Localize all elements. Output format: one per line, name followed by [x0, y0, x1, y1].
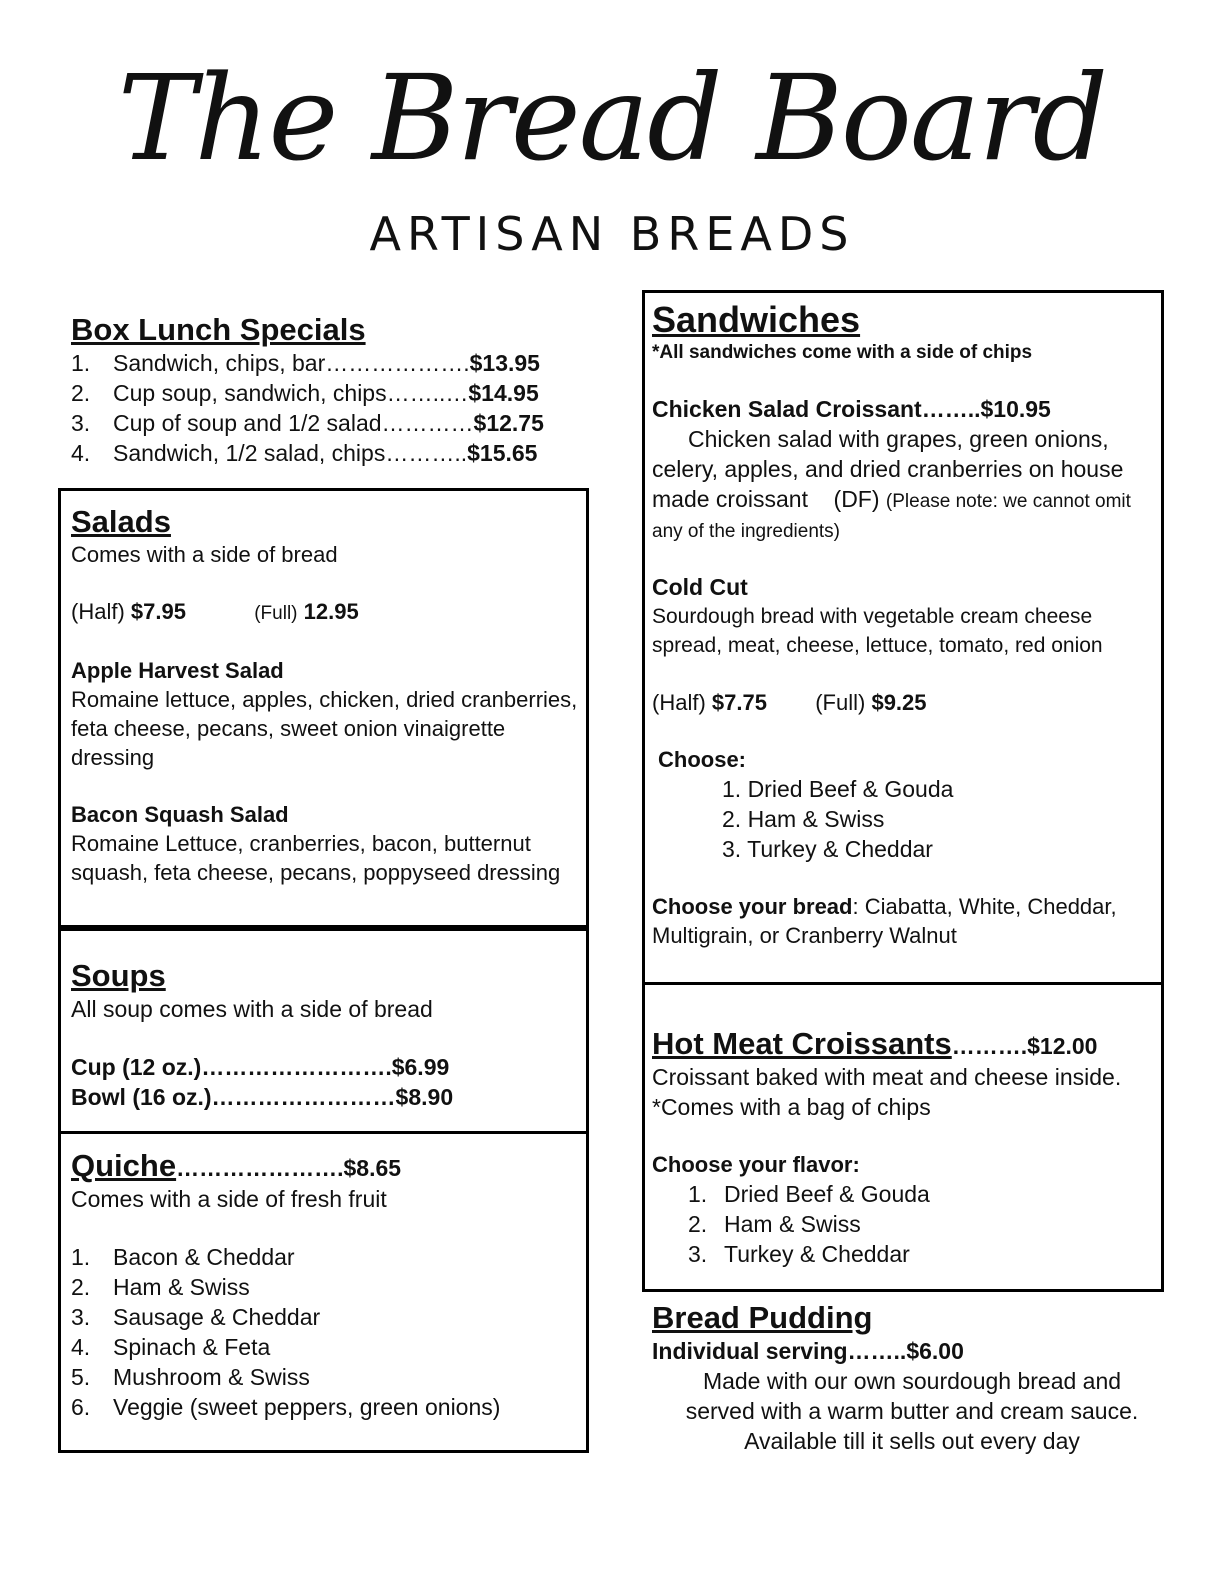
list-item: 2. Ham & Swiss — [688, 1211, 861, 1237]
list-item: 1. Dried Beef & Gouda — [722, 776, 954, 802]
hot-meat-section — [652, 1026, 1160, 1269]
soup-bowl: Bowl (16 oz.)……………………$8.90 — [71, 1084, 454, 1110]
quiche-section — [71, 1148, 581, 1422]
sandwiches-heading: Sandwiches — [652, 299, 861, 340]
list-item: 5. Mushroom & Swiss — [71, 1364, 310, 1390]
salads-prices: (Half) $7.95 (Full) 12.95 — [71, 599, 359, 624]
flavor-label: Choose your flavor: — [652, 1152, 860, 1177]
bread-pudding-section — [652, 1300, 1172, 1456]
quiche-heading: Quiche — [71, 1148, 177, 1183]
list-item: 2. Ham & Swiss — [71, 1274, 250, 1300]
coldcut-title: Cold Cut — [652, 574, 748, 600]
bread-choice: Choose your bread: Ciabatta, White, Cheddar, Multigrain, or Cranberry Walnut — [652, 894, 1117, 948]
salads-section — [71, 504, 581, 887]
hot-meat-heading: Hot Meat Croissants — [652, 1026, 952, 1061]
list-item: 6. Veggie (sweet peppers, green onions) — [71, 1394, 501, 1420]
list-item: 4. Spinach & Feta — [71, 1334, 271, 1360]
choose-label: Choose: — [658, 747, 746, 772]
quiche-note: Comes with a side of fresh fruit — [71, 1186, 387, 1212]
bread-pudding-serving: Individual serving……..$6.00 — [652, 1338, 964, 1364]
brand-name: The Bread Board — [117, 49, 1107, 187]
list-item: 2. Ham & Swiss — [722, 806, 885, 832]
list-item: 4. Sandwich, 1/2 salad, chips………..$15.65 — [71, 440, 538, 466]
soup-cup: Cup (12 oz.)…………………….$6.99 — [71, 1054, 450, 1080]
salads-heading: Salads — [71, 504, 171, 539]
list-item: 1. Dried Beef & Gouda — [688, 1181, 930, 1207]
salads-note: Comes with a side of bread — [71, 542, 338, 567]
box-lunch-section — [71, 312, 611, 468]
sandwiches-section — [652, 300, 1160, 950]
croissant-desc: Chicken salad with grapes, green onions, celery, apples, and dried cranberries on house made croissant (DF) (Please note: we cannot omit any of the ingredients) — [652, 426, 1131, 542]
bread-pudding-desc: served with a warm butter and cream sauce. — [685, 1398, 1139, 1424]
list-item: 3. Turkey & Cheddar — [722, 836, 933, 862]
list-item: 3. Cup of soup and 1/2 salad…………$12.75 — [71, 410, 544, 436]
sandwiches-note: *All sandwiches come with a side of chips — [652, 342, 1033, 363]
box-lunch-heading: Box Lunch Specials — [71, 312, 366, 347]
hot-meat-price: ……….$12.00 — [951, 1033, 1098, 1059]
coldcut-desc: Sourdough bread with vegetable cream cheese spread, meat, cheese, lettuce, tomato, red onion — [652, 605, 1103, 657]
list-item: 3. Sausage & Cheddar — [71, 1304, 321, 1330]
list-item: 2. Cup soup, sandwich, chips……..…$14.95 — [71, 380, 539, 406]
salad-name: Apple Harvest Salad — [71, 658, 284, 683]
soups-heading: Soups — [71, 958, 166, 993]
salad-desc: Romaine Lettuce, cranberries, bacon, butternut squash, feta cheese, pecans, poppyseed dressing — [71, 831, 561, 885]
hot-meat-desc: Croissant baked with meat and cheese inside. *Comes with a bag of chips — [652, 1064, 1122, 1120]
sandwich-prices: (Half) $7.75 (Full) $9.25 — [652, 690, 927, 715]
croissant-title: Chicken Salad Croissant……..$10.95 — [652, 396, 1051, 422]
soups-section — [71, 958, 581, 1112]
list-item: 1. Bacon & Cheddar — [71, 1244, 295, 1270]
soups-note: All soup comes with a side of bread — [71, 996, 433, 1022]
bread-pudding-desc: Available till it sells out every day — [744, 1428, 1080, 1454]
list-item: 1. Sandwich, chips, bar……………….$13.95 — [71, 350, 540, 376]
salad-desc: Romaine lettuce, apples, chicken, dried cranberries, feta cheese, pecans, sweet onion vinaigrette dressing — [71, 687, 578, 770]
bread-pudding-desc: Made with our own sourdough bread and — [702, 1368, 1122, 1394]
quiche-price: ………………….$8.65 — [176, 1155, 402, 1181]
list-item: 3. Turkey & Cheddar — [688, 1241, 910, 1267]
bread-pudding-heading: Bread Pudding — [652, 1300, 873, 1335]
salad-name: Bacon Squash Salad — [71, 802, 289, 827]
brand-subtitle: ARTISAN BREADS — [369, 207, 855, 261]
